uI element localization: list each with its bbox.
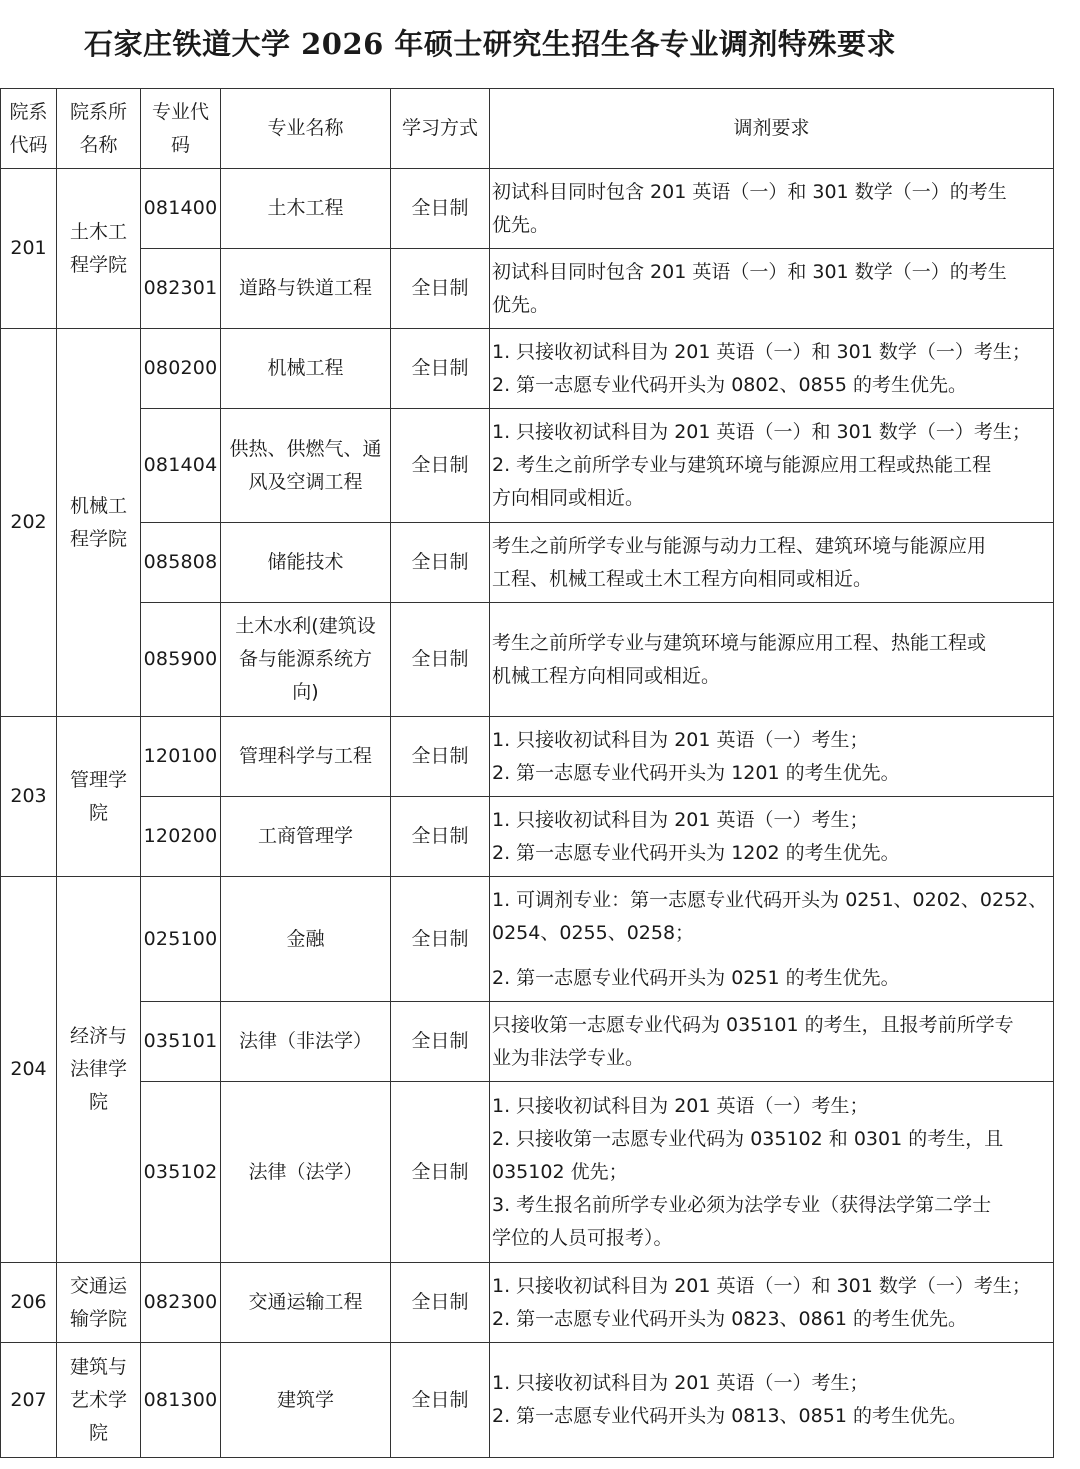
major-name: 土木水利(建筑设 备与能源系统方 向) [221, 603, 391, 717]
dept-code: 201 [1, 169, 57, 329]
table-row [1, 249, 1054, 329]
study-mode: 全日制 [391, 797, 490, 877]
dept-name: 交通运 输学院 [57, 1263, 141, 1343]
header-row [1, 89, 1054, 169]
major-code: 085808 [141, 523, 221, 603]
table-row [1, 1082, 1054, 1263]
header-dept-code: 院系 代码 [1, 89, 57, 169]
table-row [1, 169, 1054, 249]
study-mode: 全日制 [391, 523, 490, 603]
requirement-text: 1. 可调剂专业：第一志愿专业代码开头为 0251、0202、0252、 0254、0255、0258； 2. 第一志愿专业代码开头为 0251 的考生优先。 [490, 877, 1054, 1002]
table-row [1, 329, 1054, 409]
requirement-text: 考生之前所学专业与能源与动力工程、建筑环境与能源应用 工程、机械工程或土木工程方向相同或相近。 [490, 523, 1054, 603]
table-row [1, 1002, 1054, 1082]
table-row [1, 797, 1054, 877]
requirement-text: 1. 只接收初试科目为 201 英语（一）考生； 2. 第一志愿专业代码开头为 0813、0851 的考生优先。 [490, 1343, 1054, 1458]
study-mode: 全日制 [391, 169, 490, 249]
table-body [1, 169, 1054, 1458]
table-row [1, 1263, 1054, 1343]
table-row [1, 717, 1054, 797]
major-code: 120200 [141, 797, 221, 877]
header-major-name: 专业名称 [221, 89, 391, 169]
study-mode: 全日制 [391, 409, 490, 523]
dept-code: 207 [1, 1343, 57, 1458]
requirement-text: 1. 只接收初试科目为 201 英语（一）考生； 2. 只接收第一志愿专业代码为 035102 和 0301 的考生，且 035102 优先； 3. 考生报名前所学专业必须为法学专业（获得法学第二学士 学位的人员可报考）。 [490, 1082, 1054, 1263]
major-code: 081404 [141, 409, 221, 523]
major-name: 法律（法学） [221, 1082, 391, 1263]
major-code: 085900 [141, 603, 221, 717]
major-name: 储能技术 [221, 523, 391, 603]
dept-name: 建筑与 艺术学 院 [57, 1343, 141, 1458]
major-name: 法律（非法学） [221, 1002, 391, 1082]
major-code: 082301 [141, 249, 221, 329]
study-mode: 全日制 [391, 603, 490, 717]
major-code: 081400 [141, 169, 221, 249]
table-row [1, 523, 1054, 603]
study-mode: 全日制 [391, 329, 490, 409]
major-code: 035101 [141, 1002, 221, 1082]
major-code: 081300 [141, 1343, 221, 1458]
dept-name: 土木工 程学院 [57, 169, 141, 329]
requirement-text: 1. 只接收初试科目为 201 英语（一）和 301 数学（一）考生； 2. 第一志愿专业代码开头为 0823、0861 的考生优先。 [490, 1263, 1054, 1343]
table-row [1, 877, 1054, 1002]
adjustment-requirements-table [0, 88, 1054, 1458]
study-mode: 全日制 [391, 1002, 490, 1082]
header-dept-name: 院系所 名称 [57, 89, 141, 169]
requirement-text: 初试科目同时包含 201 英语（一）和 301 数学（一）的考生 优先。 [490, 249, 1054, 329]
major-code: 082300 [141, 1263, 221, 1343]
document-title: 石家庄铁道大学 2026 年硕士研究生招生各专业调剂特殊要求 [84, 27, 896, 61]
major-code: 080200 [141, 329, 221, 409]
major-name: 机械工程 [221, 329, 391, 409]
requirement-text: 考生之前所学专业与建筑环境与能源应用工程、热能工程或 机械工程方向相同或相近。 [490, 603, 1054, 717]
header-study-mode: 学习方式 [391, 89, 490, 169]
major-name: 道路与铁道工程 [221, 249, 391, 329]
study-mode: 全日制 [391, 249, 490, 329]
dept-name: 机械工 程学院 [57, 329, 141, 717]
header-requirement: 调剂要求 [490, 89, 1054, 169]
dept-name: 管理学 院 [57, 717, 141, 877]
major-name: 金融 [221, 877, 391, 1002]
dept-code: 203 [1, 717, 57, 877]
major-name: 土木工程 [221, 169, 391, 249]
study-mode: 全日制 [391, 1263, 490, 1343]
major-name: 管理科学与工程 [221, 717, 391, 797]
dept-code: 204 [1, 877, 57, 1263]
major-code: 025100 [141, 877, 221, 1002]
header-major-code: 专业代 码 [141, 89, 221, 169]
requirement-text: 1. 只接收初试科目为 201 英语（一）和 301 数学（一）考生； 2. 考生之前所学专业与建筑环境与能源应用工程或热能工程 方向相同或相近。 [490, 409, 1054, 523]
table-row [1, 603, 1054, 717]
major-code: 035102 [141, 1082, 221, 1263]
dept-name: 经济与 法律学 院 [57, 877, 141, 1263]
requirement-text: 1. 只接收初试科目为 201 英语（一）和 301 数学（一）考生； 2. 第一志愿专业代码开头为 0802、0855 的考生优先。 [490, 329, 1054, 409]
requirement-text: 1. 只接收初试科目为 201 英语（一）考生； 2. 第一志愿专业代码开头为 1201 的考生优先。 [490, 717, 1054, 797]
dept-code: 202 [1, 329, 57, 717]
major-name: 供热、供燃气、通 风及空调工程 [221, 409, 391, 523]
dept-code: 206 [1, 1263, 57, 1343]
study-mode: 全日制 [391, 877, 490, 1002]
study-mode: 全日制 [391, 1082, 490, 1263]
table-row [1, 409, 1054, 523]
major-name: 工商管理学 [221, 797, 391, 877]
table-row [1, 1343, 1054, 1458]
major-name: 交通运输工程 [221, 1263, 391, 1343]
study-mode: 全日制 [391, 1343, 490, 1458]
major-code: 120100 [141, 717, 221, 797]
requirement-text: 1. 只接收初试科目为 201 英语（一）考生； 2. 第一志愿专业代码开头为 1202 的考生优先。 [490, 797, 1054, 877]
requirement-text: 初试科目同时包含 201 英语（一）和 301 数学（一）的考生 优先。 [490, 169, 1054, 249]
requirement-text: 只接收第一志愿专业代码为 035101 的考生，且报考前所学专 业为非法学专业。 [490, 1002, 1054, 1082]
study-mode: 全日制 [391, 717, 490, 797]
major-name: 建筑学 [221, 1343, 391, 1458]
